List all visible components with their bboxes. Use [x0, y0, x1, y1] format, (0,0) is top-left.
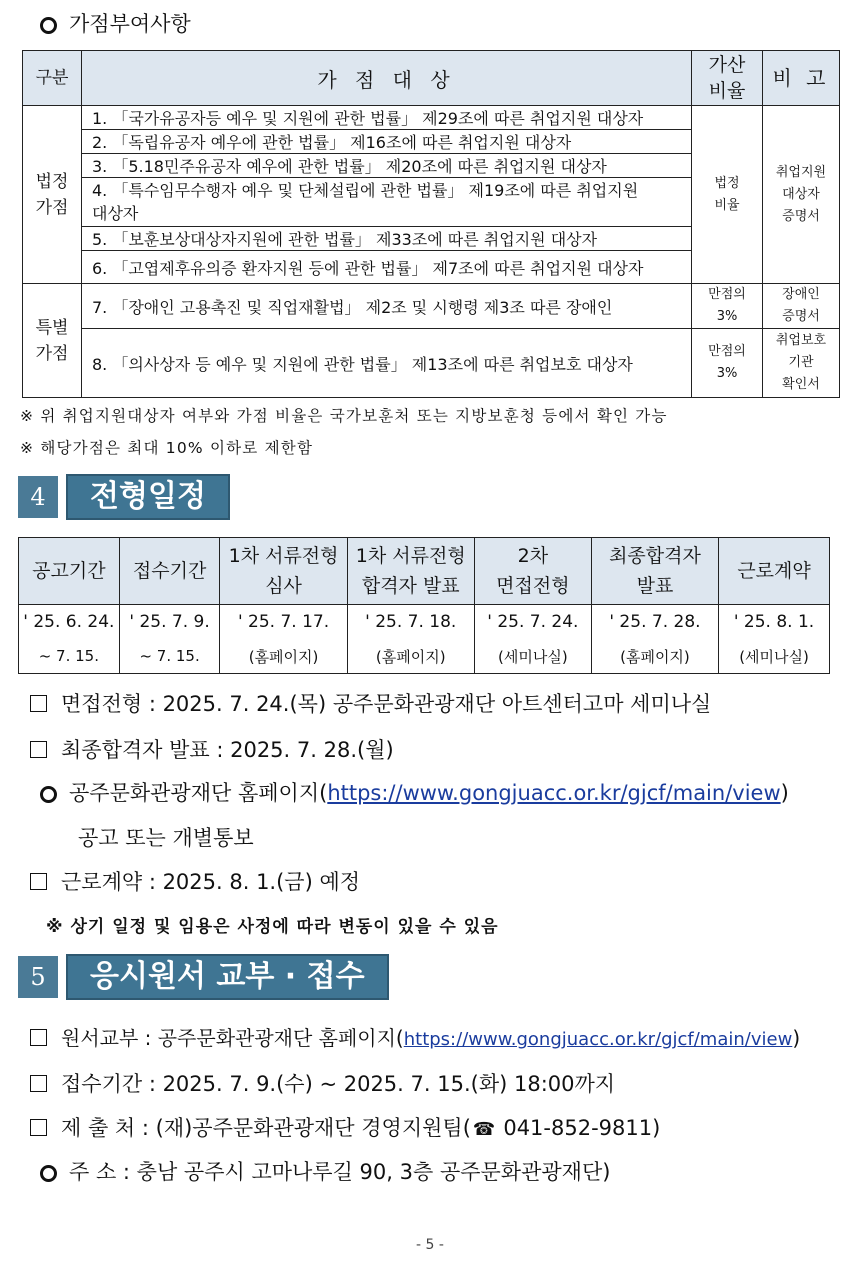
section-number: 5 [18, 956, 58, 998]
schedule-header: 근로계약 [719, 538, 830, 605]
schedule-cell: ' 25. 7. 28. [591, 605, 718, 640]
schedule-header: 1차 서류전형 합격자 발표 [347, 538, 474, 605]
bonus-heading-text: 가점부여사항 [69, 12, 191, 36]
special-note: 취업보호 기관 확인서 [763, 329, 840, 398]
homepage-suffix: ) [780, 781, 789, 805]
schedule-cell: (홈페이지) [220, 639, 347, 674]
schedule-header: 접수기간 [119, 538, 220, 605]
special-rate: 만점의 3% [692, 284, 763, 329]
section-title: 응시원서 교부 · 접수 [66, 954, 389, 1000]
schedule-cell: (홈페이지) [591, 639, 718, 674]
final-text: 최종합격자 발표 : 2025. 7. 28.(월) [61, 738, 394, 762]
header-rate: 가산 비율 [692, 51, 763, 106]
submit-prefix: 제 출 처 : (재)공주문화관광재단 경영지원팀( [61, 1116, 471, 1140]
circle-bullet-icon [40, 1165, 57, 1182]
schedule-cell: (세미나실) [474, 639, 591, 674]
schedule-cell: ' 25. 6. 24. [19, 605, 120, 640]
checkbox-square-icon [30, 873, 47, 890]
section-number: 4 [18, 476, 58, 518]
form-link[interactable]: https://www.gongjuacc.or.kr/gjcf/main/view [403, 1029, 793, 1050]
period-text: 접수기간 : 2025. 7. 9.(수) ~ 2025. 7. 15.(화) 18:00까지 [61, 1072, 616, 1096]
homepage-line [40, 777, 789, 807]
final-line [30, 734, 394, 764]
schedule-cell: ' 25. 7. 9. [119, 605, 220, 640]
homepage-prefix: 공주문화관광재단 홈페이지( [69, 781, 328, 805]
submit-line [30, 1112, 660, 1142]
interview-text: 면접전형 : 2025. 7. 24.(목) 공주문화관광재단 아트센터고마 세미나실 [61, 692, 712, 716]
schedule-header: 최종합격자 발표 [591, 538, 718, 605]
schedule-cell: ' 25. 7. 24. [474, 605, 591, 640]
special-item: 8. 「의사상자 등 예우 및 지원에 관한 법률」 제13조에 따른 취업보호 대상자 [82, 329, 692, 398]
period-line [30, 1068, 615, 1098]
form-prefix: 원서교부 : 공주문화관광재단 홈페이지( [61, 1026, 404, 1050]
schedule-cell: ' 25. 7. 17. [220, 605, 347, 640]
homepage-link[interactable]: https://www.gongjuacc.or.kr/gjcf/main/view [327, 781, 781, 805]
header-note: 비 고 [763, 51, 840, 106]
schedule-cell: ' 25. 8. 1. [719, 605, 830, 640]
checkbox-square-icon [30, 1029, 47, 1046]
schedule-cell: (홈페이지) [347, 639, 474, 674]
header-target: 가 점 대 상 [82, 51, 692, 106]
statutory-note: 취업지원 대상자 증명서 [763, 106, 840, 284]
circle-bullet-icon [40, 17, 57, 34]
statutory-item: 2. 「독립유공자 예우에 관한 법률」 제16조에 따른 취업지원 대상자 [82, 130, 692, 154]
homepage-cont: 공고 또는 개별통보 [78, 826, 254, 850]
schedule-cell: ' 25. 7. 18. [347, 605, 474, 640]
header-category: 구분 [23, 51, 82, 106]
phone-icon: ☎ [472, 1119, 496, 1140]
contract-text: 근로계약 : 2025. 8. 1.(금) 예정 [61, 870, 361, 894]
schedule-cell: ~ 7. 15. [119, 639, 220, 674]
form-suffix: ) [792, 1026, 801, 1050]
bonus-note: ※ 해당가점은 최대 10% 이하로 제한함 [20, 439, 314, 457]
statutory-item: 5. 「보훈보상대상자지원에 관한 법률」 제33조에 따른 취업지원 대상자 [82, 227, 692, 251]
phone-text: 041-852-9811) [503, 1116, 661, 1140]
special-rate: 만점의 3% [692, 329, 763, 398]
bonus-heading [40, 8, 191, 38]
page-number: - 5 - [416, 1237, 444, 1253]
address-text: 주 소 : 충남 공주시 고마나루길 90, 3층 공주문화관광재단) [69, 1160, 611, 1184]
bonus-table [22, 50, 840, 398]
schedule-header: 공고기간 [19, 538, 120, 605]
schedule-header: 1차 서류전형 심사 [220, 538, 347, 605]
bonus-note: ※ 위 취업지원대상자 여부와 가점 비율은 국가보훈처 또는 지방보훈청 등에서 확인 가능 [20, 407, 668, 425]
statutory-category: 법정 가점 [23, 106, 82, 284]
checkbox-square-icon [30, 695, 47, 712]
statutory-rate: 법정 비율 [692, 106, 763, 284]
interview-line [30, 688, 711, 718]
statutory-item: 6. 「고엽제후유의증 환자지원 등에 관한 법률」 제7조에 따른 취업지원 대상자 [82, 251, 692, 284]
schedule-cell: ~ 7. 15. [19, 639, 120, 674]
circle-bullet-icon [40, 786, 57, 803]
form-line [30, 1022, 800, 1051]
checkbox-square-icon [30, 1119, 47, 1136]
special-category: 특별 가점 [23, 284, 82, 398]
special-note: 장애인 증명서 [763, 284, 840, 329]
address-line [40, 1156, 610, 1186]
schedule-header: 2차 면접전형 [474, 538, 591, 605]
checkbox-square-icon [30, 1075, 47, 1092]
statutory-item: 3. 「5.18민주유공자 예우에 관한 법률」 제20조에 따른 취업지원 대상자 [82, 154, 692, 178]
special-item: 7. 「장애인 고용촉진 및 직업재활법」 제2조 및 시행령 제3조 따른 장애인 [82, 284, 692, 329]
checkbox-square-icon [30, 741, 47, 758]
contract-line [30, 866, 360, 896]
section-title: 전형일정 [66, 474, 230, 520]
statutory-item: 1. 「국가유공자등 예우 및 지원에 관한 법률」 제29조에 따른 취업지원 대상자 [82, 106, 692, 130]
schedule-cell: (세미나실) [719, 639, 830, 674]
statutory-item: 4. 「특수임무수행자 예우 및 단체설립에 관한 법률」 제19조에 따른 취업지원 대상자 [82, 178, 692, 227]
schedule-table [18, 537, 830, 674]
schedule-warning: ※ 상기 일정 및 임용은 사정에 따라 변동이 있을 수 있음 [46, 917, 499, 937]
